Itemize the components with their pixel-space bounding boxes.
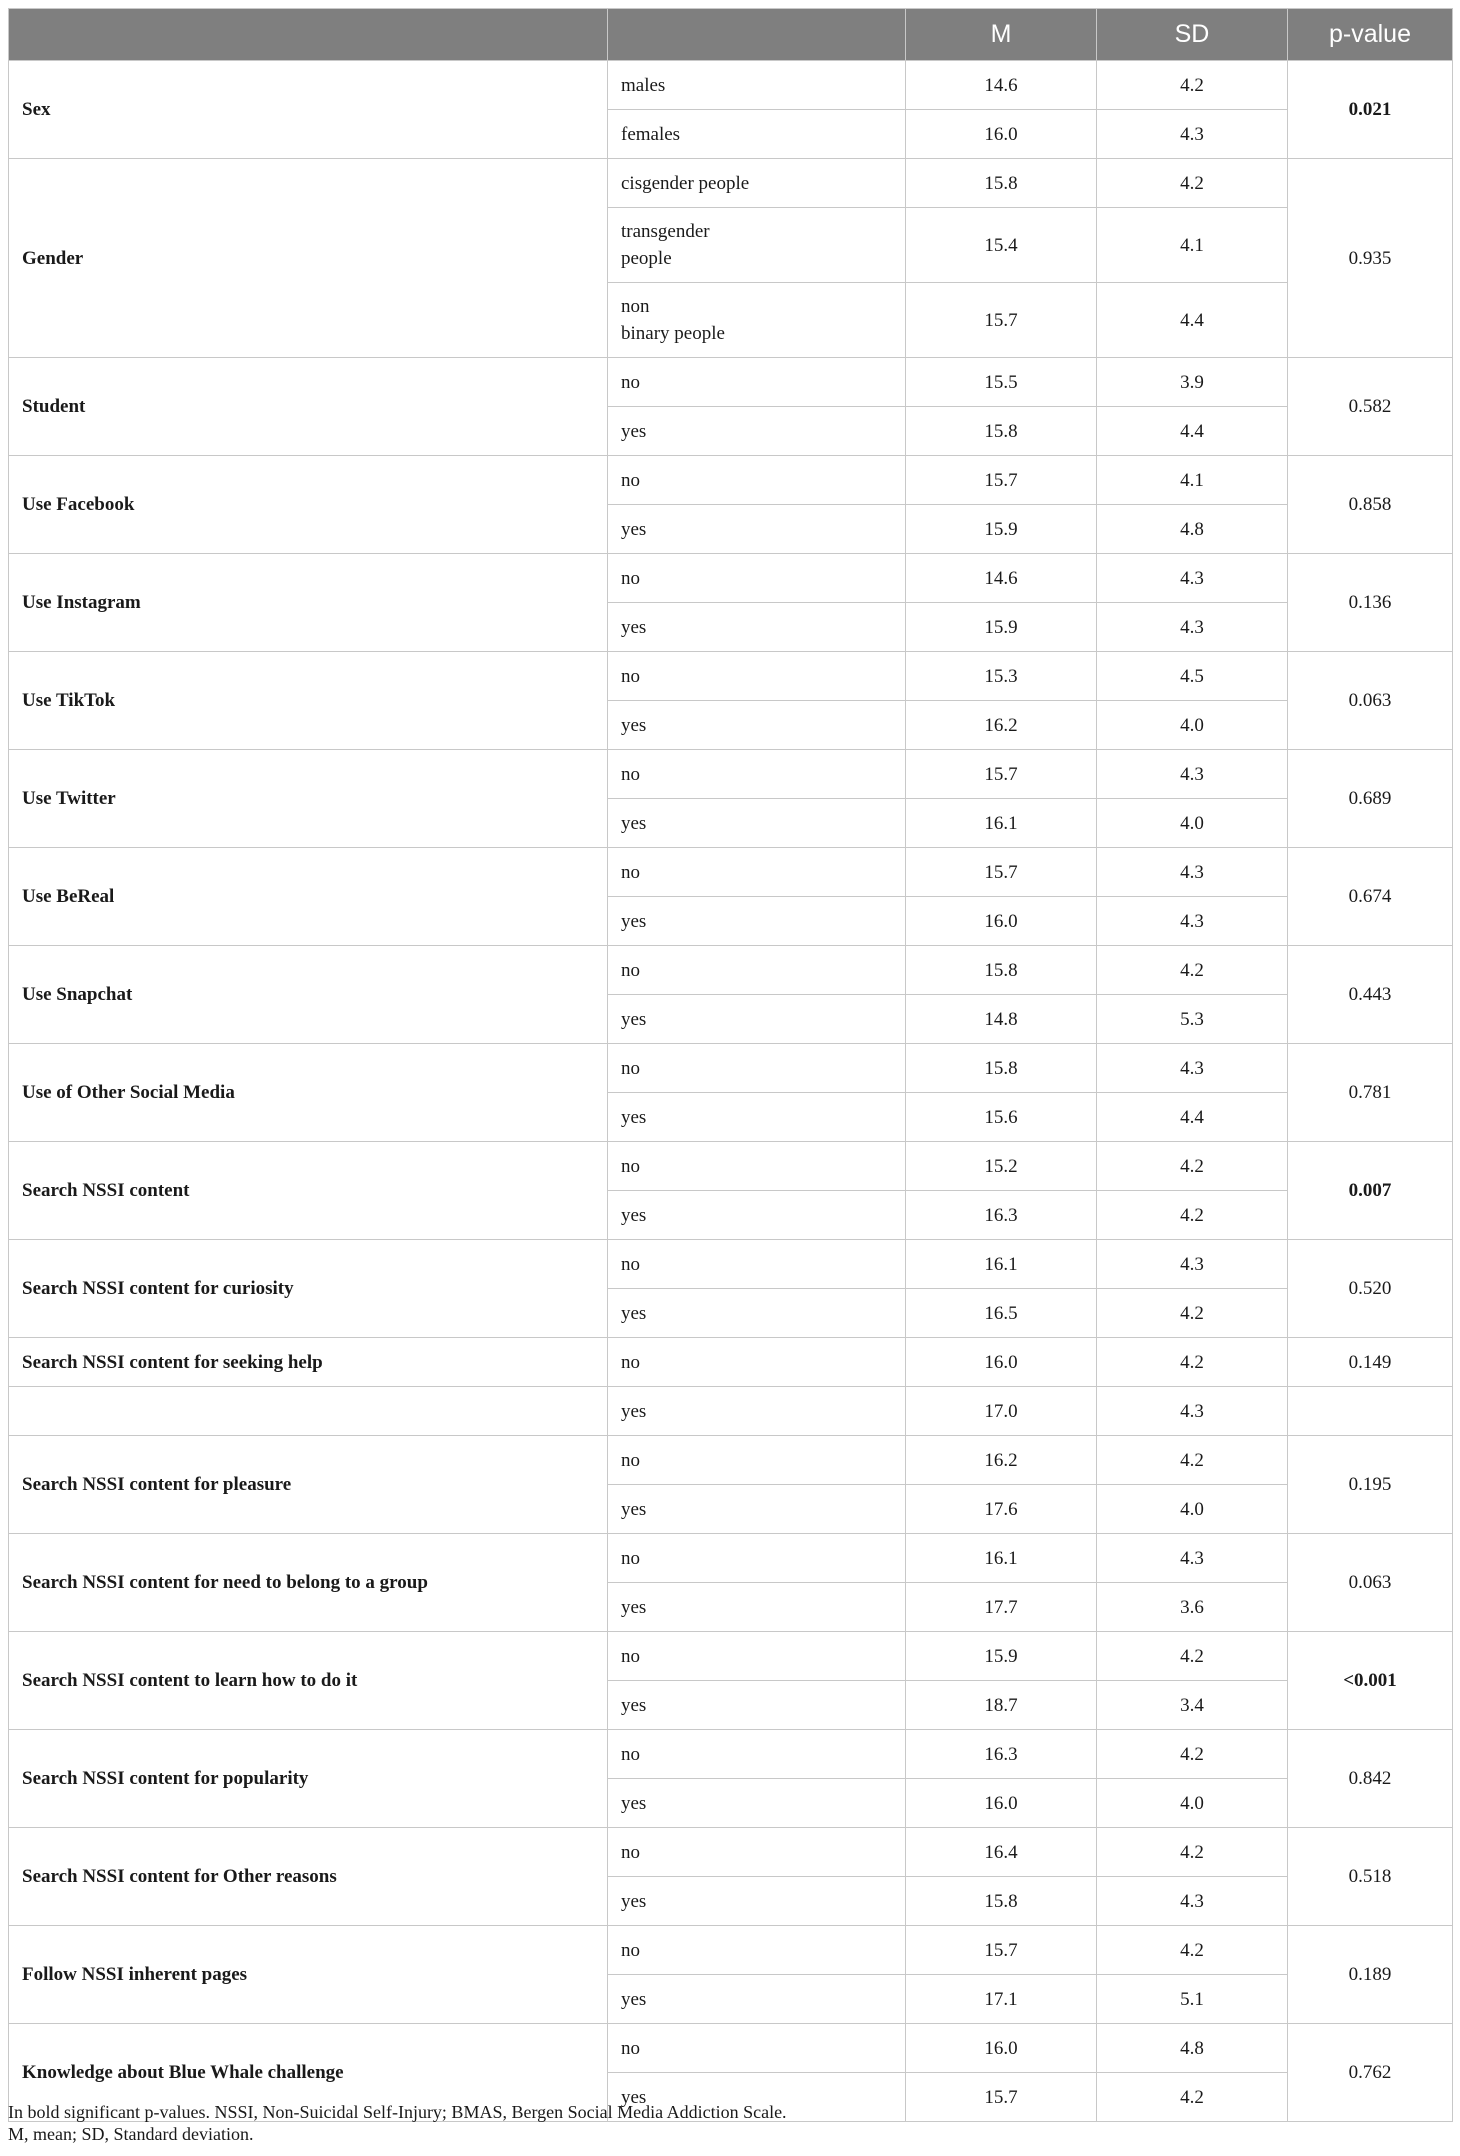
- category-cell: yes: [608, 897, 906, 946]
- category-cell: no: [608, 1142, 906, 1191]
- mean-cell: 15.8: [906, 1044, 1097, 1093]
- results-table-container: [8, 8, 1452, 2122]
- p-value-cell: 0.063: [1288, 652, 1453, 750]
- mean-cell: 17.6: [906, 1485, 1097, 1534]
- sd-cell: 4.2: [1097, 946, 1288, 995]
- sd-cell: 4.8: [1097, 505, 1288, 554]
- category-cell: males: [608, 61, 906, 110]
- mean-cell: 15.9: [906, 603, 1097, 652]
- category-cell: yes: [608, 1387, 906, 1436]
- mean-cell: 15.7: [906, 1926, 1097, 1975]
- variable-label: Use Twitter: [9, 750, 608, 848]
- sd-cell: 4.2: [1097, 61, 1288, 110]
- table-row: [9, 1044, 1453, 1093]
- p-value-cell: <0.001: [1288, 1632, 1453, 1730]
- category-cell: non binary people: [608, 283, 906, 358]
- p-value-cell: 0.443: [1288, 946, 1453, 1044]
- category-cell: yes: [608, 505, 906, 554]
- p-value-cell: 0.021: [1288, 61, 1453, 159]
- category-cell: no: [608, 554, 906, 603]
- sd-cell: 4.2: [1097, 1828, 1288, 1877]
- category-cell: no: [608, 1044, 906, 1093]
- category-cell: no: [608, 1338, 906, 1387]
- variable-label: Search NSSI content to learn how to do it: [9, 1632, 608, 1730]
- category-cell: yes: [608, 1877, 906, 1926]
- variable-label: Use Facebook: [9, 456, 608, 554]
- header-variable: [9, 9, 608, 61]
- sd-cell: 4.2: [1097, 159, 1288, 208]
- table-row: [9, 652, 1453, 701]
- p-value-cell: 0.582: [1288, 358, 1453, 456]
- variable-label: Use TikTok: [9, 652, 608, 750]
- table-row: [9, 1534, 1453, 1583]
- mean-cell: 15.4: [906, 208, 1097, 283]
- category-cell: yes: [608, 1975, 906, 2024]
- sd-cell: 4.0: [1097, 1779, 1288, 1828]
- variable-label: Use Instagram: [9, 554, 608, 652]
- category-cell: no: [608, 2024, 906, 2073]
- variable-label: Search NSSI content for pleasure: [9, 1436, 608, 1534]
- sd-cell: 4.2: [1097, 1730, 1288, 1779]
- mean-cell: 16.0: [906, 897, 1097, 946]
- sd-cell: 4.3: [1097, 1534, 1288, 1583]
- mean-cell: 15.2: [906, 1142, 1097, 1191]
- table-row: [9, 61, 1453, 110]
- mean-cell: 14.8: [906, 995, 1097, 1044]
- variable-label: Search NSSI content for seeking help: [9, 1338, 608, 1387]
- p-value-cell: 0.674: [1288, 848, 1453, 946]
- category-cell: yes: [608, 1093, 906, 1142]
- sd-cell: 4.3: [1097, 110, 1288, 159]
- category-cell: no: [608, 1828, 906, 1877]
- header-mean: M: [906, 9, 1097, 61]
- table-row: [9, 358, 1453, 407]
- mean-cell: 16.1: [906, 1240, 1097, 1289]
- sd-cell: 5.1: [1097, 1975, 1288, 2024]
- mean-cell: 16.5: [906, 1289, 1097, 1338]
- category-cell: no: [608, 358, 906, 407]
- category-cell: females: [608, 110, 906, 159]
- table-row: [9, 1436, 1453, 1485]
- category-cell: no: [608, 1730, 906, 1779]
- mean-cell: 16.1: [906, 1534, 1097, 1583]
- variable-label: Search NSSI content for need to belong to a group: [9, 1534, 608, 1632]
- p-value-cell: 0.689: [1288, 750, 1453, 848]
- sd-cell: 4.4: [1097, 407, 1288, 456]
- category-cell: yes: [608, 1779, 906, 1828]
- p-value-cell-empty: [1288, 1387, 1453, 1436]
- sd-cell: 4.1: [1097, 456, 1288, 505]
- mean-cell: 17.7: [906, 1583, 1097, 1632]
- sd-cell: 4.1: [1097, 208, 1288, 283]
- mean-cell: 16.0: [906, 1779, 1097, 1828]
- table-row: [9, 1926, 1453, 1975]
- header-category: [608, 9, 906, 61]
- mean-cell: 15.8: [906, 1877, 1097, 1926]
- mean-cell: 18.7: [906, 1681, 1097, 1730]
- p-value-cell: 0.935: [1288, 159, 1453, 358]
- mean-cell: 16.1: [906, 799, 1097, 848]
- sd-cell: 3.6: [1097, 1583, 1288, 1632]
- variable-label: Gender: [9, 159, 608, 358]
- sd-cell: 4.2: [1097, 1926, 1288, 1975]
- header-sd: SD: [1097, 9, 1288, 61]
- mean-cell: 16.4: [906, 1828, 1097, 1877]
- mean-cell: 15.8: [906, 946, 1097, 995]
- table-row: [9, 554, 1453, 603]
- footnote-significance: In bold significant p-values. NSSI, Non-Suicidal Self-Injury; BMAS, Bergen Social Media Addiction Scale.: [8, 2102, 787, 2122]
- table-row: [9, 456, 1453, 505]
- table-row: [9, 1632, 1453, 1681]
- sd-cell: 4.0: [1097, 799, 1288, 848]
- sd-cell: 4.0: [1097, 1485, 1288, 1534]
- table-row: [9, 1387, 1453, 1436]
- table-row: [9, 946, 1453, 995]
- table-row: [9, 1338, 1453, 1387]
- category-cell: yes: [608, 1191, 906, 1240]
- category-cell: yes: [608, 1289, 906, 1338]
- mean-cell: 15.7: [906, 456, 1097, 505]
- category-cell: no: [608, 750, 906, 799]
- mean-cell: 15.8: [906, 159, 1097, 208]
- category-cell: no: [608, 1926, 906, 1975]
- category-cell: yes: [608, 603, 906, 652]
- category-cell: no: [608, 848, 906, 897]
- variable-label: Student: [9, 358, 608, 456]
- category-cell: no: [608, 1436, 906, 1485]
- sd-cell: 4.3: [1097, 603, 1288, 652]
- sd-cell: 4.3: [1097, 750, 1288, 799]
- category-cell: yes: [608, 2073, 906, 2122]
- mean-cell: 15.6: [906, 1093, 1097, 1142]
- mean-cell: 15.9: [906, 1632, 1097, 1681]
- category-cell: yes: [608, 407, 906, 456]
- p-value-cell: 0.762: [1288, 2024, 1453, 2122]
- category-cell: yes: [608, 995, 906, 1044]
- sd-cell: 4.3: [1097, 1044, 1288, 1093]
- sd-cell: 3.4: [1097, 1681, 1288, 1730]
- category-cell: no: [608, 1534, 906, 1583]
- sd-cell: 4.3: [1097, 554, 1288, 603]
- p-value-cell: 0.520: [1288, 1240, 1453, 1338]
- category-cell: no: [608, 652, 906, 701]
- sd-cell: 5.3: [1097, 995, 1288, 1044]
- category-cell: cisgender people: [608, 159, 906, 208]
- mean-cell: 15.9: [906, 505, 1097, 554]
- table-row: [9, 848, 1453, 897]
- mean-cell: 15.5: [906, 358, 1097, 407]
- mean-cell: 15.7: [906, 750, 1097, 799]
- variable-label: Search NSSI content for Other reasons: [9, 1828, 608, 1926]
- category-cell: no: [608, 946, 906, 995]
- sd-cell: 4.3: [1097, 1387, 1288, 1436]
- variable-label: Search NSSI content for popularity: [9, 1730, 608, 1828]
- variable-label-empty: [9, 1387, 608, 1436]
- header-p-value: p-value: [1288, 9, 1453, 61]
- table-row: [9, 1730, 1453, 1779]
- mean-cell: 16.3: [906, 1191, 1097, 1240]
- p-value-cell: 0.149: [1288, 1338, 1453, 1387]
- sd-cell: 3.9: [1097, 358, 1288, 407]
- sd-cell: 4.3: [1097, 1240, 1288, 1289]
- mean-cell: 16.2: [906, 701, 1097, 750]
- table-row: [9, 2024, 1453, 2073]
- sd-cell: 4.3: [1097, 897, 1288, 946]
- variable-label: Search NSSI content: [9, 1142, 608, 1240]
- sd-cell: 4.0: [1097, 701, 1288, 750]
- table-row: [9, 750, 1453, 799]
- footnote-abbreviations: M, mean; SD, Standard deviation.: [8, 2124, 254, 2144]
- sd-cell: 4.3: [1097, 1877, 1288, 1926]
- mean-cell: 17.0: [906, 1387, 1097, 1436]
- sd-cell: 4.4: [1097, 283, 1288, 358]
- mean-cell: 16.2: [906, 1436, 1097, 1485]
- variable-label: Search NSSI content for curiosity: [9, 1240, 608, 1338]
- variable-label: Use Snapchat: [9, 946, 608, 1044]
- mean-cell: 14.6: [906, 61, 1097, 110]
- header-row: [9, 9, 1453, 61]
- mean-cell: 16.3: [906, 1730, 1097, 1779]
- variable-label: Knowledge about Blue Whale challenge: [9, 2024, 608, 2122]
- sd-cell: 4.3: [1097, 848, 1288, 897]
- results-table: [8, 8, 1453, 2122]
- variable-label: Follow NSSI inherent pages: [9, 1926, 608, 2024]
- category-cell: yes: [608, 799, 906, 848]
- sd-cell: 4.2: [1097, 1142, 1288, 1191]
- p-value-cell: 0.136: [1288, 554, 1453, 652]
- table-footnotes: [8, 2101, 1452, 2145]
- table-row: [9, 1240, 1453, 1289]
- mean-cell: 16.0: [906, 110, 1097, 159]
- mean-cell: 15.7: [906, 283, 1097, 358]
- category-cell: yes: [608, 1583, 906, 1632]
- mean-cell: 17.1: [906, 1975, 1097, 2024]
- table-row: [9, 1142, 1453, 1191]
- variable-label: Sex: [9, 61, 608, 159]
- variable-label: Use of Other Social Media: [9, 1044, 608, 1142]
- p-value-cell: 0.189: [1288, 1926, 1453, 2024]
- sd-cell: 4.5: [1097, 652, 1288, 701]
- sd-cell: 4.2: [1097, 2073, 1288, 2122]
- sd-cell: 4.2: [1097, 1289, 1288, 1338]
- sd-cell: 4.2: [1097, 1436, 1288, 1485]
- table-row: [9, 1828, 1453, 1877]
- mean-cell: 15.8: [906, 407, 1097, 456]
- mean-cell: 15.7: [906, 2073, 1097, 2122]
- mean-cell: 14.6: [906, 554, 1097, 603]
- mean-cell: 15.3: [906, 652, 1097, 701]
- p-value-cell: 0.858: [1288, 456, 1453, 554]
- p-value-cell: 0.518: [1288, 1828, 1453, 1926]
- p-value-cell: 0.195: [1288, 1436, 1453, 1534]
- mean-cell: 15.7: [906, 848, 1097, 897]
- mean-cell: 16.0: [906, 1338, 1097, 1387]
- sd-cell: 4.2: [1097, 1632, 1288, 1681]
- sd-cell: 4.4: [1097, 1093, 1288, 1142]
- category-cell: yes: [608, 1681, 906, 1730]
- category-cell: transgender people: [608, 208, 906, 283]
- sd-cell: 4.2: [1097, 1338, 1288, 1387]
- category-cell: yes: [608, 701, 906, 750]
- p-value-cell: 0.063: [1288, 1534, 1453, 1632]
- category-cell: yes: [608, 1485, 906, 1534]
- mean-cell: 16.0: [906, 2024, 1097, 2073]
- sd-cell: 4.8: [1097, 2024, 1288, 2073]
- category-cell: no: [608, 1240, 906, 1289]
- sd-cell: 4.2: [1097, 1191, 1288, 1240]
- category-cell: no: [608, 456, 906, 505]
- category-cell: no: [608, 1632, 906, 1681]
- table-row: [9, 159, 1453, 208]
- table-body: [9, 61, 1453, 2122]
- p-value-cell: 0.007: [1288, 1142, 1453, 1240]
- p-value-cell: 0.781: [1288, 1044, 1453, 1142]
- p-value-cell: 0.842: [1288, 1730, 1453, 1828]
- variable-label: Use BeReal: [9, 848, 608, 946]
